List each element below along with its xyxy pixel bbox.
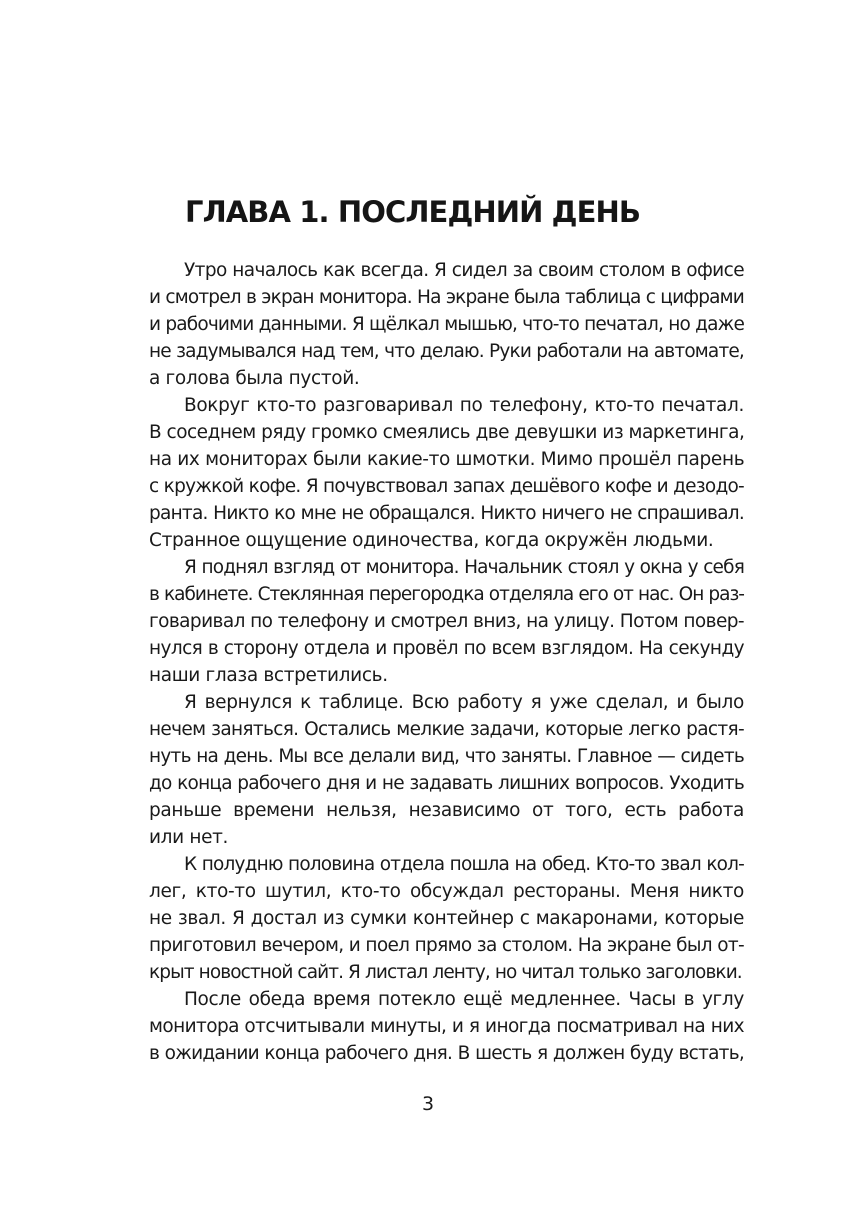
- text-line: приготовил вечером, и поел прямо за столом. На экране был от-: [149, 935, 744, 956]
- text-line: Я вернулся к таблице. Всю работу я уже сделал, и было: [184, 692, 744, 713]
- paragraph: [149, 392, 744, 554]
- text-line: нулся в сторону отдела и провёл по всем взглядом. На секунду: [149, 638, 744, 659]
- text-line: в ожидании конца рабочего дня. В шесть я должен буду встать,: [149, 1043, 744, 1064]
- text-line: Вокруг кто-то разговаривал по телефону, кто-то печатал.: [184, 395, 744, 416]
- text-line: лег, кто-то шутил, кто-то обсуждал рестораны. Меня никто: [149, 881, 744, 902]
- text-line: до конца рабочего дня и не задавать лишних вопросов. Уходить: [149, 773, 744, 794]
- text-line: на их мониторах были какие-то шмотки. Мимо прошёл парень: [149, 449, 745, 470]
- paragraph: [149, 851, 744, 986]
- text-line: нечем заняться. Остались мелкие задачи, которые легко растя-: [149, 719, 744, 740]
- text-line: а голова была пустой.: [149, 368, 360, 389]
- text-line: наши глаза встретились.: [149, 665, 388, 686]
- text-line: Утро началось как всегда. Я сидел за своим столом в офисе: [184, 260, 744, 281]
- paragraph: [149, 554, 744, 689]
- text-line: не задумывался над тем, что делаю. Руки работали на автомате,: [149, 341, 744, 362]
- text-line: К полудню половина отдела пошла на обед. Кто-то звал кол-: [184, 854, 744, 875]
- text-line: монитора отсчитывали минуты, и я иногда посматривал на них: [149, 1016, 744, 1037]
- text-line: Я поднял взгляд от монитора. Начальник стоял у окна у себя: [184, 557, 744, 578]
- text-line: нуть на день. Мы все делали вид, что заняты. Главное — сидеть: [149, 746, 744, 767]
- chapter-title: ГЛАВА 1. ПОСЛЕДНИЙ ДЕНЬ: [185, 195, 641, 229]
- text-line: ранта. Никто ко мне не обращался. Никто ничего не спрашивал.: [149, 503, 744, 524]
- text-line: или нет.: [149, 827, 229, 848]
- paragraph: [149, 689, 744, 851]
- text-line: раньше времени нельзя, независимо от того, есть работа: [149, 800, 744, 821]
- paragraph: [149, 986, 744, 1067]
- text-line: Странное ощущение одиночества, когда окружён людьми.: [149, 530, 714, 551]
- text-line: с кружкой кофе. Я почувствовал запах дешёвого кофе и дезодо-: [149, 476, 744, 497]
- text-line: После обеда время потекло ещё медленнее. Часы в углу: [184, 989, 744, 1010]
- text-line: и рабочими данными. Я щёлкал мышью, что-то печатал, но даже: [149, 314, 744, 335]
- text-line: и смотрел в экран монитора. На экране была таблица с цифрами: [149, 287, 744, 308]
- text-line: крыт новостной сайт. Я листал ленту, но читал только заголовки.: [149, 962, 742, 983]
- text-line: не звал. Я достал из сумки контейнер с макаронами, которые: [149, 908, 744, 929]
- paragraph: [149, 257, 744, 392]
- chapter-body: [149, 257, 744, 1067]
- page-number: 3: [421, 1093, 435, 1115]
- text-line: говаривал по телефону и смотрел вниз, на улицу. Потом повер-: [149, 611, 744, 632]
- text-line: в кабинете. Стеклянная перегородка отделяла его от нас. Он раз-: [149, 584, 744, 605]
- text-line: В соседнем ряду громко смеялись две девушки из маркетинга,: [149, 422, 745, 443]
